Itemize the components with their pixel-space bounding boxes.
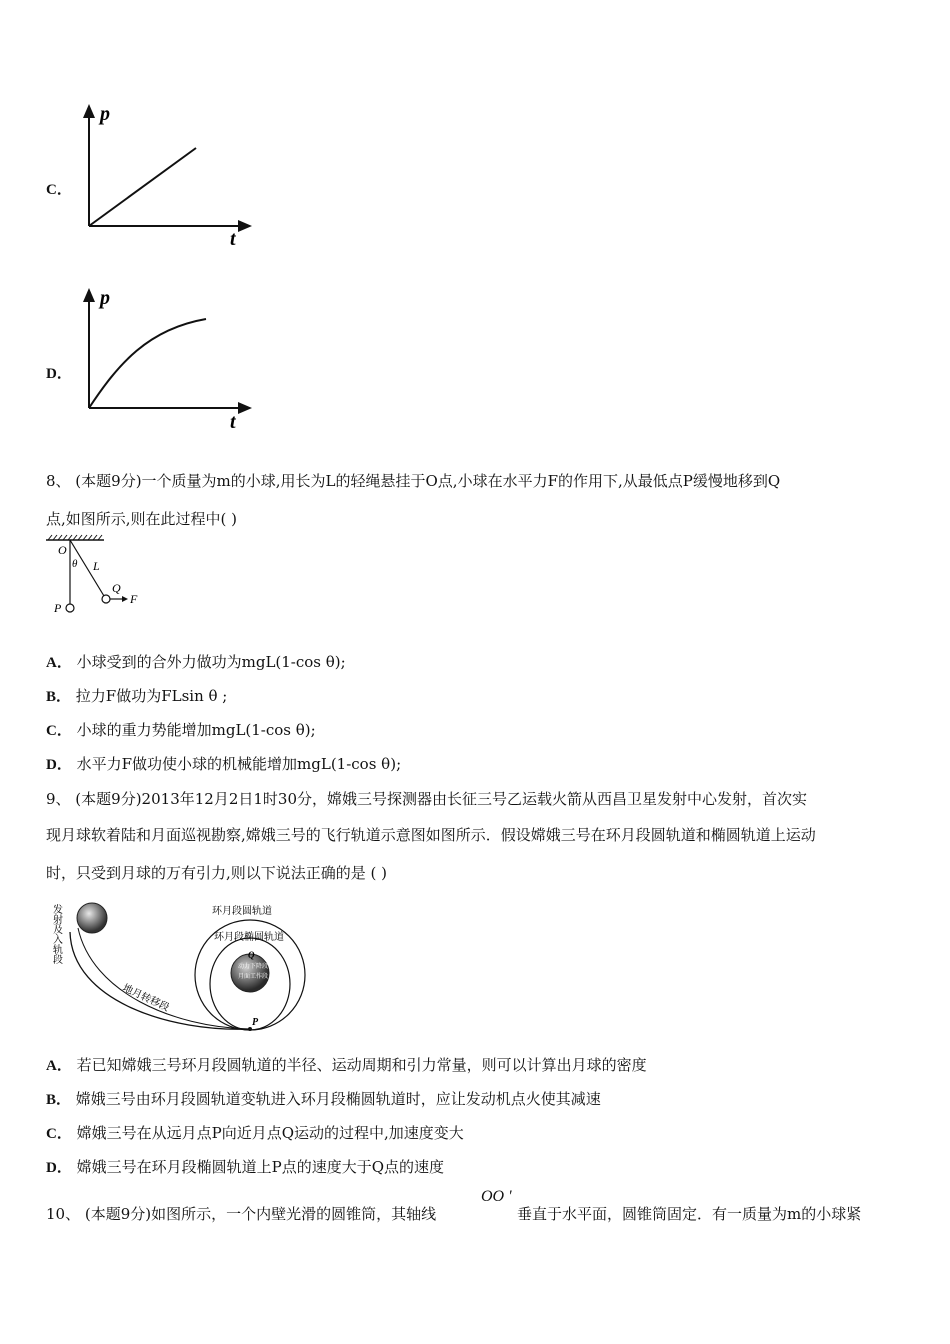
svg-text:Q: Q (112, 581, 121, 595)
svg-text:月面工作段: 月面工作段 (238, 973, 269, 980)
q8-option-c: C． 小球的重力势能增加mgL(1-cos θ); (46, 721, 316, 739)
q10-stem-end: 垂直于水平面，圆锥筒固定．有一质量为m的小球紧 (517, 1205, 862, 1223)
svg-text:L: L (93, 559, 100, 573)
q9-option-d: D． 嫦娥三号在环月段椭圆轨道上P点的速度大于Q点的速度 (46, 1158, 445, 1176)
q9-stem-line3: 时，只受到月球的万有引力,则以下说法正确的是 ( ) (46, 864, 388, 882)
option-d-label: D． (46, 366, 72, 382)
p-t-linear-graph (78, 100, 258, 250)
earth (77, 903, 107, 933)
q8-option-d: D． 水平力F做功使小球的机械能增加mgL(1-cos θ); (46, 755, 402, 773)
linear-curve (89, 148, 196, 226)
svg-text:θ: θ (72, 558, 78, 570)
svg-text:Q: Q (248, 950, 255, 960)
orbit-diagram (52, 892, 332, 1040)
ball-p (66, 604, 74, 612)
saturation-curve (89, 319, 206, 408)
p-t-curve-graph (78, 284, 258, 434)
y-axis-label: p (100, 287, 110, 309)
x-axis-label: t (230, 411, 236, 433)
pendulum-figure (42, 534, 152, 618)
q10-stem-start: 10、 (本题9分)如图所示，一个内壁光滑的圆锥筒，其轴线 (46, 1205, 437, 1223)
q8-option-b: B． 拉力F做功为FLsin θ ; (46, 687, 228, 705)
svg-text:F: F (130, 592, 138, 606)
q9-stem-line2: 现月球软着陆和月面巡视勘察,嫦娥三号的飞行轨道示意图如图所示．假设嫦娥三号在环月段圆轨道和椭圆轨道上运动 (46, 826, 816, 844)
transfer-orbit (70, 932, 249, 1029)
svg-text:O: O (58, 543, 67, 557)
q9-option-a: A． 若已知嫦娥三号环月段圆轨道的半径、运动周期和引力常量，则可以计算出月球的密度 (46, 1056, 647, 1074)
y-axis-label: p (100, 103, 110, 125)
x-axis-label: t (230, 228, 236, 250)
q8-option-a: A． 小球受到的合外力做功为mgL(1-cos θ); (46, 653, 346, 671)
q9-stem-line1: 9、 (本题9分)2013年12月2日1时30分，嫦娥三号探测器由长征三号乙运载火箭从西昌卫星发射中心发射，首次实 (46, 790, 807, 808)
svg-text:环月段椭圆轨道: 环月段椭圆轨道 (214, 932, 284, 943)
svg-text:P: P (54, 601, 62, 615)
q10-axis-symbol: OO ' (481, 1188, 512, 1205)
svg-text:动力下降段: 动力下降段 (238, 963, 269, 970)
q9-option-c: C． 嫦娥三号在从远月点P向近月点Q运动的过程中,加速度变大 (46, 1124, 464, 1142)
ball-q (102, 595, 110, 603)
svg-text:环月段圆轨道: 环月段圆轨道 (212, 906, 272, 917)
q9-option-b: B． 嫦娥三号由环月段圆轨道变轨进入环月段椭圆轨道时，应让发动机点火使其减速 (46, 1090, 601, 1108)
q8-stem-line1: 8、 (本题9分)一个质量为m的小球,用长为L的轻绳悬挂于O点,小球在水平力F的作用下,从最低点P缓慢地移到Q (46, 472, 781, 490)
svg-text:地月转移段: 地月转移段 (120, 982, 171, 1014)
svg-text:P: P (252, 1017, 259, 1028)
option-c-label: C． (46, 182, 72, 198)
q8-stem-line2: 点,如图所示,则在此过程中( ) (46, 510, 238, 528)
svg-text:发射及入轨段: 发射及入轨段 (50, 904, 62, 964)
